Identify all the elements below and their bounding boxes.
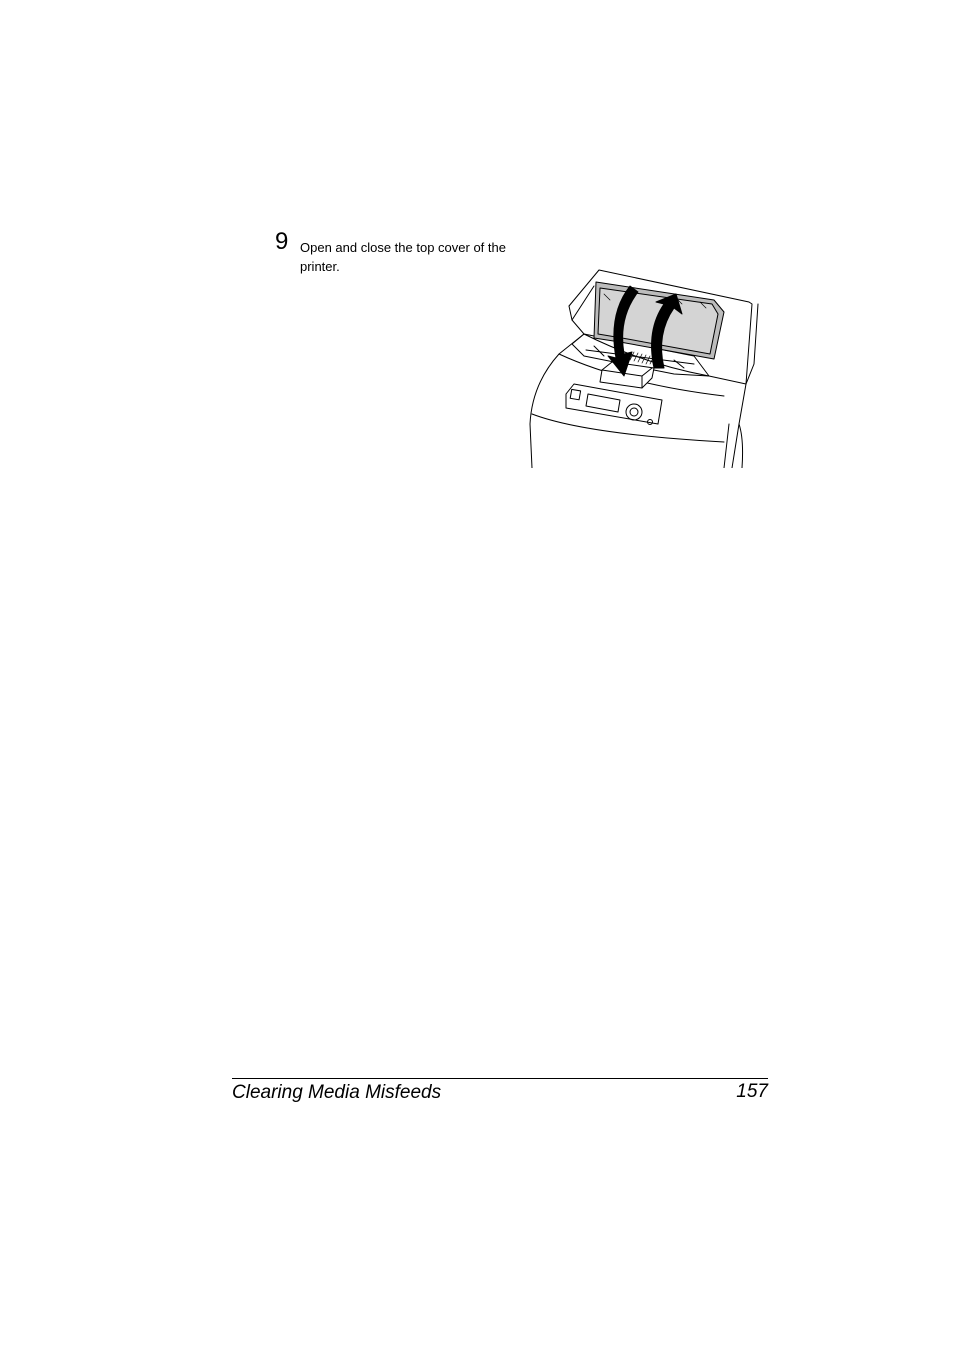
footer-divider (232, 1078, 768, 1079)
printer-illustration (524, 264, 764, 468)
step-instruction: Open and close the top cover of the printer. (300, 240, 506, 274)
printer-icon (530, 270, 758, 468)
step-number: 9 (275, 228, 289, 255)
page-number: 157 (736, 1081, 768, 1102)
footer-section-title: Clearing Media Misfeeds (232, 1082, 442, 1103)
